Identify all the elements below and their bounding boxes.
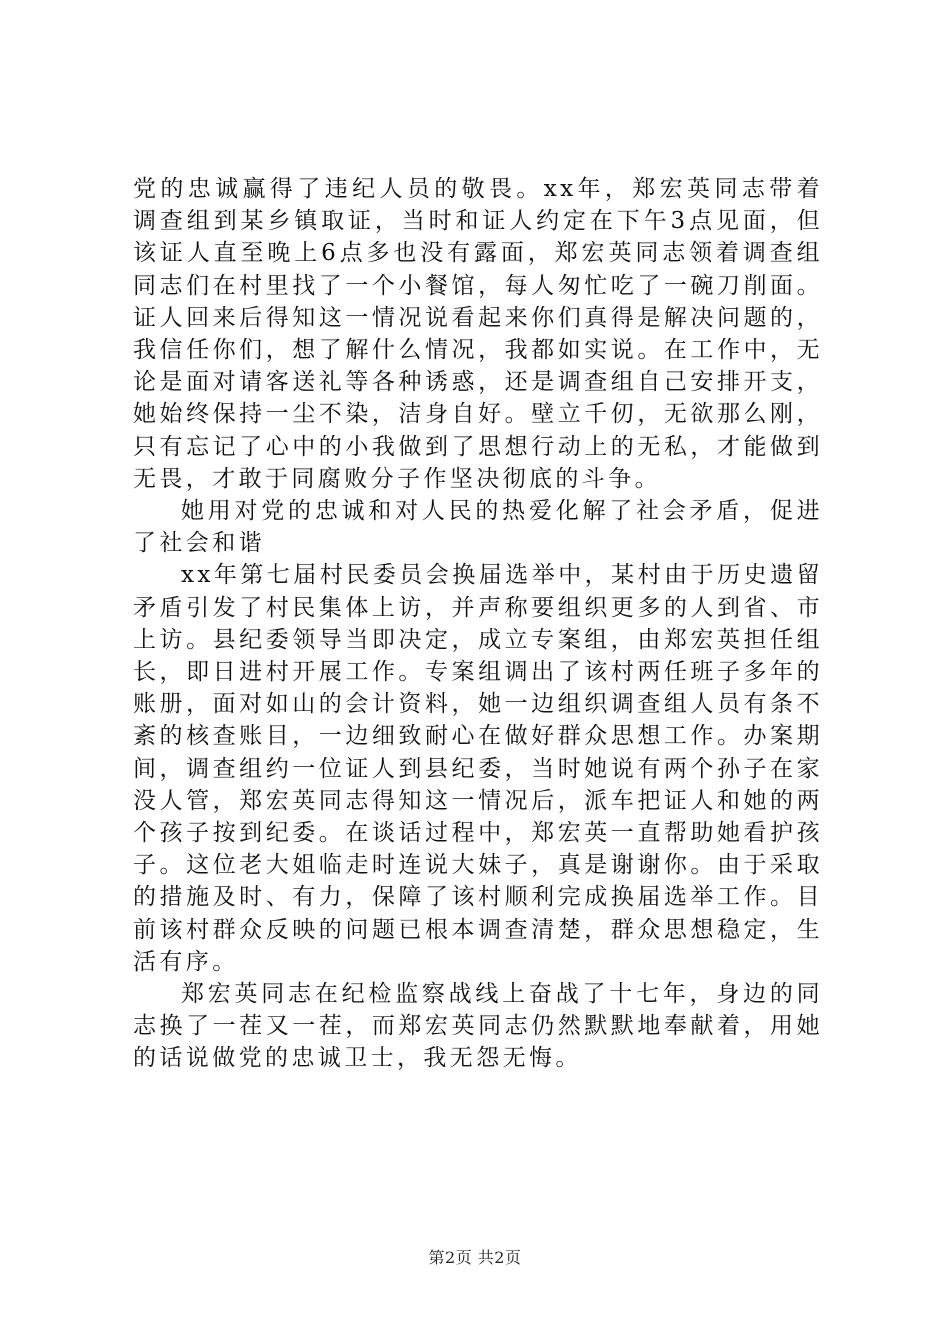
paragraph-closing: 郑宏英同志在纪检监察战线上奋战了十七年，身边的同志换了一茬又一茬，而郑宏英同志仍然默默地奉献着，用她的话说做党的忠诚卫士，我无怨无悔。 [133, 981, 823, 1072]
paragraph-continuation: 党的忠诚赢得了违纪人员的敬畏。xx年，郑宏英同志带着调查组到某乡镇取证，当时和证人约定在下午3点见面，但该证人直至晚上6点多也没有露面，郑宏英同志领着调查组同志们在村里找了一个小餐馆，每人匆忙吃了一碗刀削面。证人回来后得知这一情况说看起来你们真得是解决问题的，我信任你们，想了解什么情况，我都如实说。在工作中，无论是面对请客送礼等各种诱惑，还是调查组自己安排开支，她始终保持一尘不染，洁身自好。壁立千仞，无欲那么刚，只有忘记了心中的小我做到了思想行动上的无私，才能做到无畏，才敢于同腐败分子作坚决彻底的斗争。 [133, 176, 823, 492]
document-body [133, 173, 823, 1075]
page-footer: 第2页 共2页 [428, 1248, 522, 1267]
paragraph-heading: 她用对党的忠诚和对人民的热爱化解了社会矛盾，促进了社会和谐 [133, 498, 823, 557]
paragraph-election: xx年第七届村民委员会换届选举中，某村由于历史遗留矛盾引发了村民集体上访，并声称要组织更多的人到省、市上访。县纪委领导当即决定，成立专案组，由郑宏英担任组长，即日进村开展工作。专案组调出了该村两任班子多年的账册，面对如山的会计资料，她一边组织调查组人员有条不紊的核查账目，一边细致耐心在做好群众思想工作。办案期间，调查组约一位证人到县纪委，当时她说有两个孙子在家没人管，郑宏英同志得知这一情况后，派车把证人和她的两个孩子按到纪委。在谈话过程中，郑宏英一直帮助她看护孩子。这位老大姐临走时连说大妹子，真是谢谢你。由于采取的措施及时、有力，保障了该村顺利完成换届选举工作。目前该村群众反映的问题已根本调查清楚，群众思想稳定，生活有序。 [133, 562, 823, 975]
